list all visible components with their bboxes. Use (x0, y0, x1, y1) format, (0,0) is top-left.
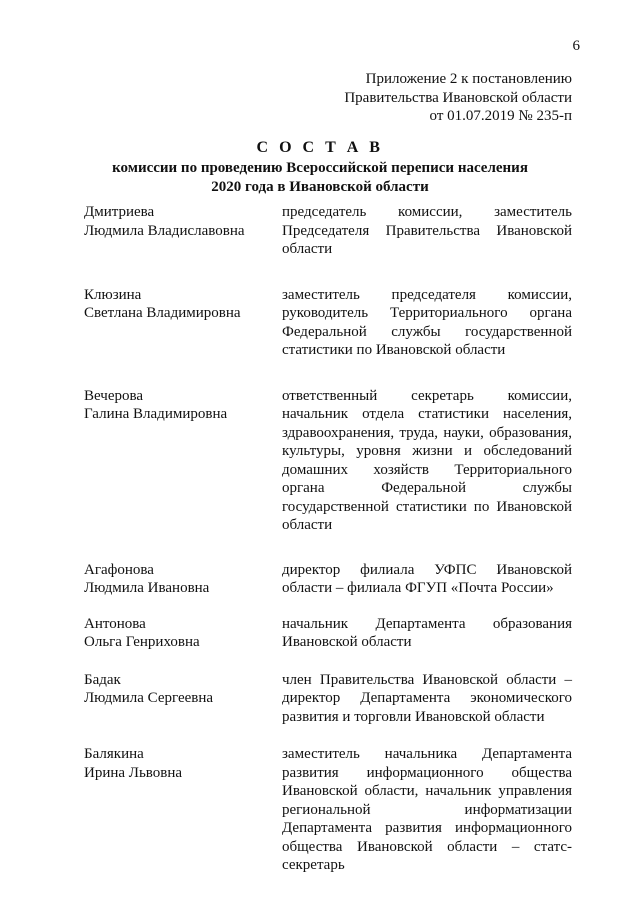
member-role: председатель комиссии, заместитель Председателя Правительства Ивановской области (282, 204, 572, 257)
member-given-names: Людмила Владиславовна (84, 222, 245, 239)
member-name (84, 745, 282, 875)
member-list (84, 203, 574, 875)
document-title: С О С Т А В (256, 139, 384, 156)
member-surname: Антонова (84, 615, 146, 632)
appendix-line: от 01.07.2019 № 235-п (429, 108, 572, 124)
member-given-names: Людмила Ивановна (84, 580, 210, 596)
subtitle-line: комиссии по проведению Всероссийской переписи населения (112, 160, 528, 176)
appendix-reference (344, 70, 572, 126)
member-given-names: Ольга Генриховна (84, 634, 200, 650)
appendix-line: Правительства Ивановской области (344, 89, 572, 106)
member-given-names: Людмила Сергеевна (84, 690, 214, 706)
member-given-names: Ирина Львовна (84, 764, 183, 781)
member-given-names: Светлана Владимировна (84, 305, 241, 321)
member-role: член Правительства Ивановской области – директор Департамента экономического развития и торговли Ивановской области (282, 671, 572, 725)
member-role: заместитель председателя комиссии, руководитель Территориального органа Федеральной службы государственной статистики по Ивановской области (282, 286, 572, 358)
member-row (84, 387, 574, 535)
member-name (84, 286, 282, 360)
title-block (0, 138, 640, 196)
member-role: директор филиала УФПС Ивановской области – филиала ФГУП «Почта России» (282, 561, 572, 596)
member-role: начальник Департамента образования Ивановской области (282, 615, 572, 650)
member-name (84, 615, 282, 652)
page-number: 6 (572, 38, 580, 54)
member-row (84, 615, 574, 652)
member-given-names: Галина Владимировна (84, 406, 228, 422)
member-role: заместитель начальника Департамента развития информационного общества Ивановской области, начальник управления региональной информатизации Департамента развития информационного общества Ивановской области – статс-секретарь (282, 746, 572, 873)
subtitle-line: 2020 года в Ивановской области (211, 178, 429, 195)
member-name (84, 671, 282, 727)
member-name (84, 561, 282, 598)
member-name (84, 203, 282, 259)
member-row (84, 286, 574, 360)
member-surname: Дмитриева (84, 204, 155, 220)
document-subtitle (0, 159, 640, 196)
member-row (84, 671, 574, 727)
member-surname: Бадак (84, 671, 121, 688)
member-name (84, 387, 282, 535)
member-row (84, 745, 574, 875)
member-surname: Агафонова (84, 561, 154, 578)
member-surname: Вечерова (84, 387, 144, 404)
member-role: ответственный секретарь комиссии, начальник отдела статистики населения, здравоохранения, труда, науки, образования, культуры, уровня жизни и обследований домашних хозяйств Территориального органа Федеральной службы государственной статистики по Ивановской области (282, 387, 572, 533)
member-row (84, 203, 574, 259)
member-row (84, 561, 574, 598)
appendix-line: Приложение 2 к постановлению (365, 71, 572, 87)
member-surname: Клюзина (84, 286, 142, 303)
member-surname: Балякина (84, 746, 144, 762)
